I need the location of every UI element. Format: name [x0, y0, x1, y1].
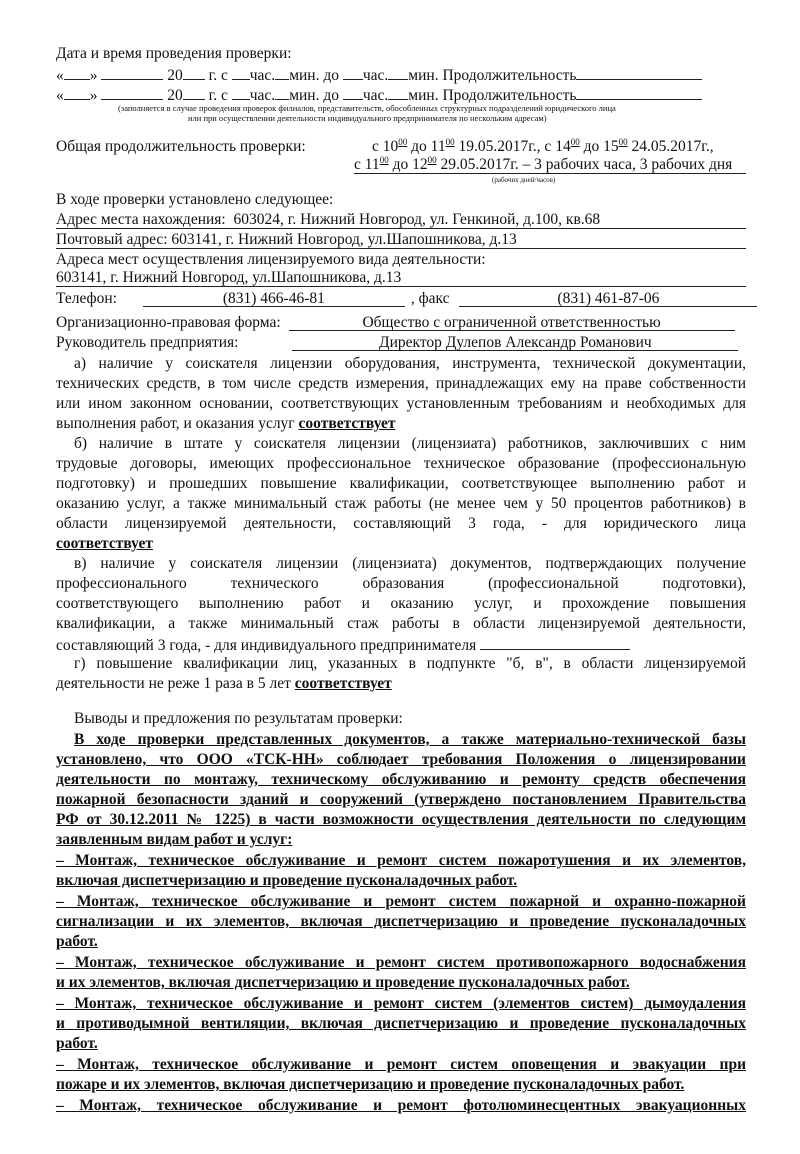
total-duration-line-1: с $10^{00}$ до $11^{00}$ 19.05.2017г., с $14^{00}$ до $15^{00}$ 24.05.2017г.,	[372, 136, 714, 155]
service-2-line-3: работ.	[56, 933, 98, 950]
item-a-line-1: а) наличие у соискателя лицензии оборудования, инструмента, технической документации,	[74, 355, 746, 372]
total-duration-line-2: с $11^{00}$ до $12^{00}$ 29.05.2017г. – 3 рабочих часа, 3 рабочих дня	[354, 155, 746, 174]
service-1-line-2: включая диспетчеризацию и проведение пусконаладочных работ.	[56, 872, 518, 889]
item-b-line-1: б) наличие в штате у соискателя лицензии (лицензиата) работников, заключивших с ним	[74, 435, 746, 452]
conclusion-line-6: заявленным видам работ и услуг:	[56, 831, 293, 848]
item-v-line-3: соответствующего выполнению работ и оказанию услуг, и прохождение повышения	[56, 595, 746, 612]
item-v-line-2: профессионального технического образования (профессиональной подготовки),	[56, 575, 746, 592]
item-a-line-2: технических средств, в том числе средств измерения, принадлежащих ему на праве собственности	[56, 375, 746, 392]
total-duration-note: (рабочих дней/часов)	[492, 176, 556, 184]
activity-label: Адреса мест осуществления лицензируемого вида деятельности:	[56, 251, 486, 268]
item-v-line-4: квалификации, а также минимальный стаж работы в области лицензируемой деятельности,	[56, 615, 746, 632]
inspection-datetime-row-1: « » 20 г. с час. мин. до час. мин. Продолжительность	[56, 64, 746, 86]
conclusion-line-5: РФ от 30.12.2011 № 1225) в части возможности осуществления деятельности по следующим	[56, 811, 746, 828]
inspection-datetime-row-2: « » 20 г. с час. мин. до час. мин. Продолжительность	[56, 84, 746, 106]
conclusion-line-4: пожарной безопасности зданий и сооружений (утверждено постановлением Правительства	[56, 791, 746, 808]
inspection-note-line-2: или при осуществлении деятельности индивидуального предпринимателя по нескольким адресам)	[188, 113, 547, 123]
address-row: Адрес места нахождения: 603024, г. Нижний Новгород, ул. Генкиной, д.100, кв.68	[56, 210, 746, 229]
activity-value: 603141, г. Нижний Новгород, ул.Шапошникова, д.13	[56, 268, 746, 287]
service-4-line-1: – Монтаж, техническое обслуживание и ремонт систем (элементов систем) дымоудаления	[56, 995, 746, 1012]
service-5-line-2: пожаре и их элементов, включая диспетчеризацию и проведение пусконаладочных работ.	[56, 1076, 685, 1093]
inspection-note-line-1: (заполняется в случае проведения проверок филиалов, представительств, обособленных структурных подразделений юридического лица	[118, 103, 616, 113]
total-duration-label: Общая продолжительность проверки:	[56, 138, 306, 155]
service-2-line-1: – Монтаж, техническое обслуживание и ремонт систем пожарной и охранно-пожарной	[56, 893, 746, 910]
service-5-line-1: – Монтаж, техническое обслуживание и ремонт систем оповещения и эвакуации при	[56, 1056, 746, 1073]
item-b-line-3: подготовку) и прошедших повышение квалификации, соответствующее выполнению работ и	[56, 475, 746, 492]
item-v-line-5: составляющий 3 года, - для индивидуального предпринимателя	[56, 634, 746, 656]
conclusions-heading: Выводы и предложения по результатам проверки:	[74, 710, 403, 727]
item-a-status: соответствует	[298, 415, 396, 432]
item-a-line-3: или ином законном основании, соответствующих установленным требованиям и необходимых для	[56, 395, 746, 412]
item-b-line-2: трудовые договоры, имеющих профессиональное техническое образование (профессиональную	[56, 455, 746, 472]
item-b-line-4: оказанию услуг, а также минимальный стаж работы (не менее чем у 50 процентов работников) в	[56, 495, 746, 512]
service-3-line-2: и их элементов, включая диспетчеризацию и проведение пусконаладочных работ.	[56, 974, 630, 991]
conclusion-line-1: В ходе проверки представленных документов, а также материально-технической базы	[74, 731, 746, 748]
item-g-line-1: г) повышение квалификации лиц, указанных в подпункте "б, в", в области лицензируемой	[74, 655, 746, 672]
service-4-line-3: работ.	[56, 1035, 98, 1052]
item-g-status: соответствует	[294, 675, 392, 692]
service-3-line-1: – Монтаж, техническое обслуживание и ремонт систем противопожарного водоснабжения	[56, 954, 746, 971]
postal-row: Почтовый адрес: 603141, г. Нижний Новгород, ул.Шапошникова, д.13	[56, 230, 746, 249]
director-row: Руководитель предприятия: Директор Дулепов Александр Романович	[56, 333, 746, 353]
findings-heading: В ходе проверки установлено следующее:	[56, 191, 334, 208]
item-v-line-1: в) наличие у соискателя лицензии (лицензиата) документов, подтверждающих получение	[74, 555, 746, 572]
phone-row: Телефон: (831) 466-46-81 , факс (831) 461-87-06	[56, 289, 746, 309]
item-b-status: соответствует	[56, 535, 153, 552]
item-g-line-2: деятельности не реже 1 раза в 5 лет соответствует	[56, 675, 392, 692]
service-2-line-2: сигнализации и их элементов, включая диспетчеризацию и проведение пусконаладочных	[56, 913, 746, 930]
item-b-line-5: области лицензируемой деятельности, составляющий 3 года, - для юридического лица	[56, 515, 746, 532]
conclusion-line-2: установлено, что ООО «ТСК-НН» соблюдает требования Положения о лицензировании	[56, 751, 746, 768]
conclusion-line-3: деятельности по монтажу, техническому обслуживанию и ремонту средств обеспечения	[56, 771, 746, 788]
service-6-line-1: – Монтаж, техническое обслуживание и ремонт фотолюминесцентных эвакуационных	[56, 1097, 746, 1114]
service-1-line-1: – Монтаж, техническое обслуживание и ремонт систем пожаротушения и их элементов,	[56, 852, 746, 869]
service-4-line-2: и противодымной вентиляции, включая диспетчеризацию и проведение пусконаладочных	[56, 1015, 746, 1032]
item-a-line-4: выполнения работ, и оказания услуг соответствует	[56, 415, 396, 432]
org-form-row: Организационно-правовая форма: Общество с ограниченной ответственностью	[56, 313, 746, 333]
inspection-datetime-heading: Дата и время проведения проверки:	[56, 45, 292, 62]
